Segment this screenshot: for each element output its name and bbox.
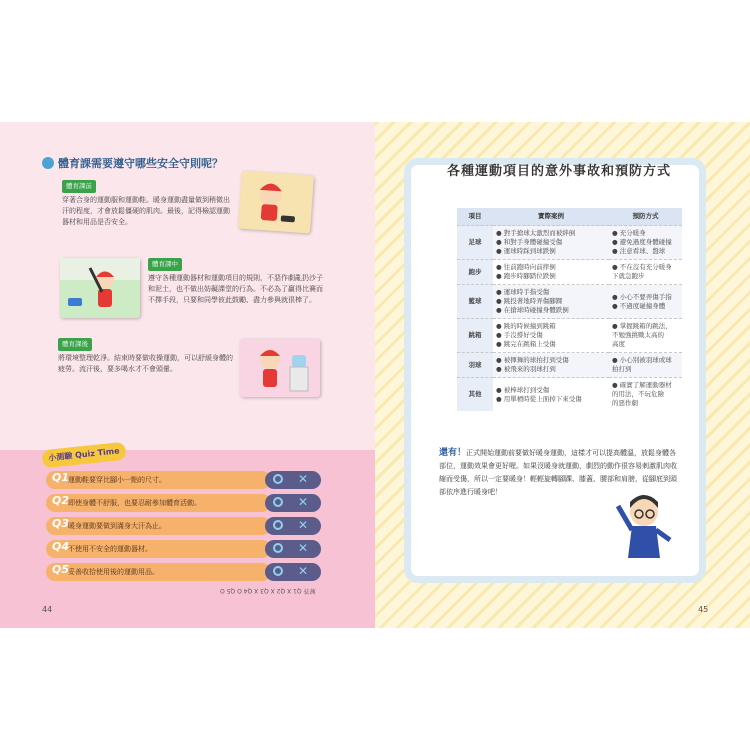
table-header-row: [457, 208, 682, 226]
table-cell-prevent: ● 確實了解運動器材 的用法，不玩危險 的惡作劇: [609, 378, 682, 412]
table-header: 實際案例: [493, 208, 609, 226]
rule-text: 遵守各種運動器材和運動項目的規則，不惡作劇亂扔沙子和泥土，也不做出妨礙課堂的行為。不必為了贏得比賽而不擇手段，只要和同學彼此鼓勵、盡力參與就很棒了。: [148, 274, 323, 304]
tip-text: 正式開始運動前要做好暖身運動，這樣才可以提高體溫，放鬆身體各部位，運動效果會更好喔。如果沒暖身就運動，劇烈的動作很容易刺激肌肉收縮而受傷，所以一定要暖身！輕輕旋轉腳踝、膝蓋、腰部和肩膀，從腳底到頭部依序進行暖身吧！: [439, 449, 677, 496]
table-row: [457, 285, 682, 319]
card-title: 各種運動項目的意外事故和預防方式: [446, 164, 671, 179]
table-cell-sport: 籃球: [457, 285, 493, 319]
drinking-water-illustration: [240, 339, 320, 397]
table-cell-sport: 足球: [457, 226, 493, 260]
quiz-bar: [46, 563, 271, 581]
rule-tag: 體育課中: [148, 258, 182, 271]
accident-table: [457, 208, 682, 411]
quiz-text: 不使用不安全的運動器材。: [68, 545, 152, 553]
table-row: [457, 226, 682, 260]
table-row: [457, 378, 682, 412]
quiz-item: [46, 540, 321, 558]
table-cell-prevent: ● 小心別被羽球或球 拍打到: [609, 353, 682, 378]
quiz-bar: [46, 540, 271, 558]
quiz-number: Q4: [52, 540, 70, 553]
rule-text: 穿著合身的運動服和運動鞋。暖身運動盡量做到稍微出汗的程度，才會放鬆僵硬的肌肉。最後，記得檢認運動器材和用品是否安全。: [62, 196, 230, 226]
table-cell-prevent: ● 不在沒有充分暖身 下就急跑步: [609, 260, 682, 285]
cross-icon[interactable]: ✕: [298, 518, 309, 532]
cross-icon[interactable]: ✕: [298, 495, 309, 509]
cross-icon[interactable]: ✕: [298, 541, 309, 555]
table-cell-cases: ● 被揮舞的球拍打到受傷 ● 被飛來的羽球打到: [493, 353, 609, 378]
kid-icon: [238, 171, 314, 234]
question-heading: [42, 155, 223, 171]
table-header: 預防方式: [609, 208, 682, 226]
page-number-right: 45: [698, 605, 709, 614]
quiz-number: Q3: [52, 517, 70, 530]
quiz-text: 暖身運動要做到滿身大汗為止。: [68, 522, 166, 530]
circle-icon[interactable]: [273, 543, 283, 553]
table-cell-sport: 羽球: [457, 353, 493, 378]
water-cooler-icon: [240, 339, 320, 397]
quiz-text: 妥善收拾使用後的運動用品。: [68, 568, 159, 576]
table-cell-sport: 跑步: [457, 260, 493, 285]
table-cell-cases: ● 運球時手指受傷 ● 跳投著地時弄傷腳踝 ● 在搶球時碰撞身體跌倒: [493, 285, 609, 319]
rule-tag: 體育課後: [58, 338, 92, 351]
rule-before-class: [62, 180, 232, 228]
circle-icon[interactable]: [273, 497, 283, 507]
table-header: 項目: [457, 208, 493, 226]
quiz-bar: [46, 494, 271, 512]
quiz-item: [46, 471, 321, 489]
table-cell-sport: 其他: [457, 378, 493, 412]
table-cell-cases: ● 跳的時候撞到跳箱 ● 手沒撐好受傷 ● 跳完在跳箱上受傷: [493, 319, 609, 353]
question-text: 體育課需要遵守哪些安全守則呢？: [58, 157, 223, 170]
rule-during-class: [148, 258, 323, 306]
table-cell-cases: ● 對手搶球太激烈而被絆倒 ● 和對手身體碰撞受傷 ● 運球時踩到球跌倒: [493, 226, 609, 260]
rule-text: 將環境整理乾淨。結束時要做收操運動，可以舒緩身體的疲勞。流汗後，要多喝水才不會頭暈。: [58, 354, 233, 373]
answer-options[interactable]: [265, 517, 321, 535]
circle-icon[interactable]: [273, 520, 283, 530]
baseball-kid-icon: [60, 258, 140, 318]
rule-after-class: [58, 338, 236, 375]
bullet-icon: [42, 157, 54, 169]
quiz-item: [46, 517, 321, 535]
answer-options[interactable]: [265, 563, 321, 581]
page-number-left: 44: [42, 605, 53, 614]
circle-icon[interactable]: [273, 566, 283, 576]
answer-options[interactable]: [265, 494, 321, 512]
quiz-item: [46, 494, 321, 512]
quiz-bar: [46, 471, 271, 489]
table-cell-cases: ● 往前跑時向前摔倒 ● 跑步時腳踏位跌倒: [493, 260, 609, 285]
table-row: [457, 319, 682, 353]
table-cell-cases: ● 被棒球打到受傷 ● 用單槓時從上面掉下來受傷: [493, 378, 609, 412]
quiz-number: Q5: [52, 563, 70, 576]
cross-icon[interactable]: ✕: [298, 564, 309, 578]
tip-lead: 還有！: [439, 448, 467, 458]
quiz-bar: [46, 517, 271, 535]
quiz-answer: 解答 Q1 X Q2 X Q3 X Q4 O Q5 O: [220, 587, 316, 594]
table-row: [457, 260, 682, 285]
answer-options[interactable]: [265, 540, 321, 558]
table-cell-prevent: ● 掌握跳箱的跳法， 不勉強挑戰太高的 高度: [609, 319, 682, 353]
table-cell-prevent: ● 充分暖身 ● 避免過度身體碰撞 ● 注意看球、盤球: [609, 226, 682, 260]
circle-icon[interactable]: [273, 474, 283, 484]
table-cell-prevent: ● 小心不要弄傷手指 ● 不過度碰撞身體: [609, 285, 682, 319]
quiz-number: Q1: [52, 471, 70, 484]
quiz-text: 運動鞋要穿比腳小一點的尺寸。: [68, 476, 166, 484]
rule-tag: 體育課前: [62, 180, 96, 193]
cross-icon[interactable]: ✕: [298, 472, 309, 486]
quiz-number: Q2: [52, 494, 70, 507]
quiz-text: 即使身體不舒服，也要忍耐參加體育活動。: [68, 499, 201, 507]
tip-paragraph: [439, 447, 677, 499]
boy-stretching-icon: [606, 488, 678, 570]
kid-shoes-illustration: [238, 171, 314, 234]
stretching-boy-illustration: [606, 488, 678, 570]
quiz-logo: 小測驗 Quiz Time: [41, 442, 126, 469]
table-row: [457, 353, 682, 378]
baseball-kid-illustration: [60, 258, 140, 318]
table-cell-sport: 跳箱: [457, 319, 493, 353]
answer-options[interactable]: [265, 471, 321, 489]
quiz-item: [46, 563, 321, 581]
